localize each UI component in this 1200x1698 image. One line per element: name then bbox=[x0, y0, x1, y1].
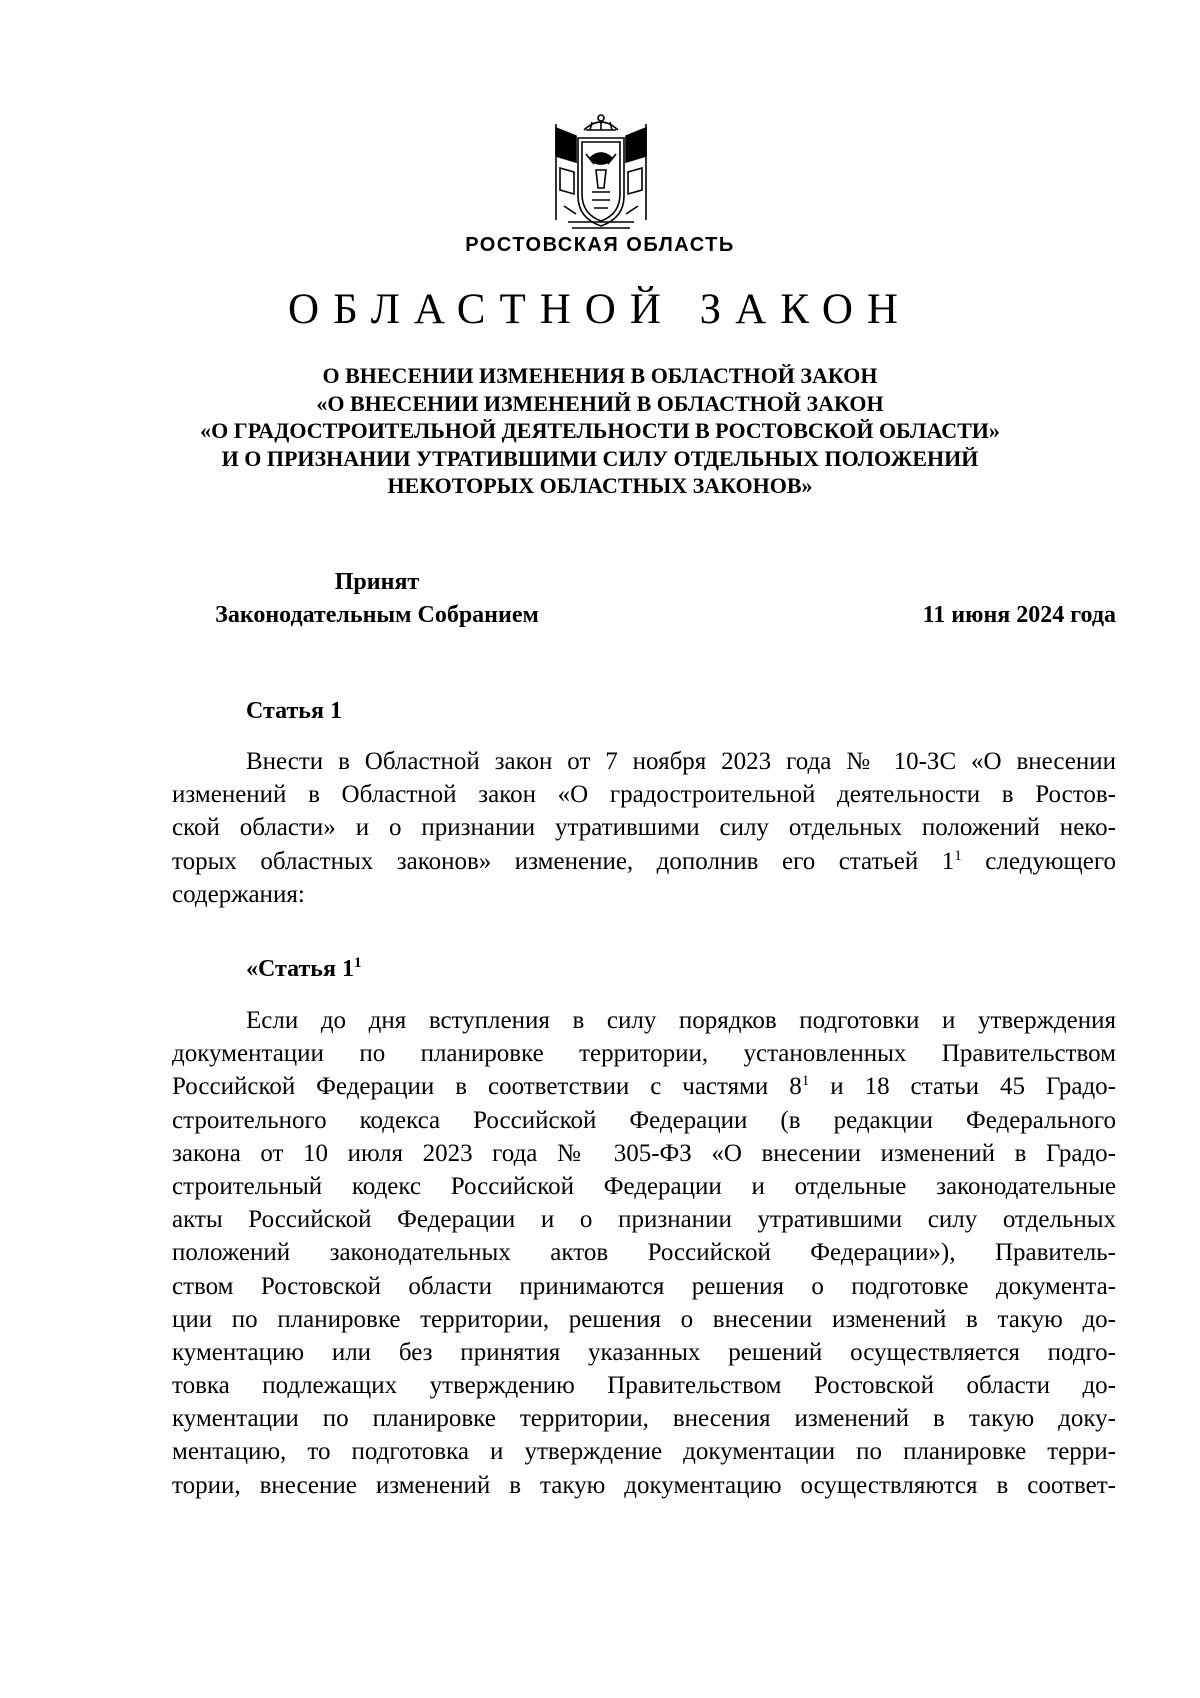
article-1-1-paragraph bbox=[172, 1004, 1116, 1502]
text-line: содержания: bbox=[172, 880, 305, 908]
text-line: изменений в Областной закон «О градостроительной деятельности в Ростов- bbox=[172, 781, 1116, 809]
law-title-line: «О ВНЕСЕНИИ ИЗМЕНЕНИЙ В ОБЛАСТНОЙ ЗАКОН bbox=[316, 390, 884, 416]
text-line: строительный кодекс Российской Федерации и отдельные законодательные bbox=[172, 1172, 1116, 1200]
text-line: акты Российской Федерации и о признании утратившими силу отдельных bbox=[172, 1206, 1116, 1234]
text-line: торых областных законов» изменение, дополнив его статьей $1^1$ следующего bbox=[172, 847, 1116, 875]
text-line: Если до дня вступления в силу порядков подготовки и утверждения bbox=[246, 1007, 1116, 1034]
coat-of-arms-emblem bbox=[546, 110, 656, 234]
text-line: товка подлежащих утверждению Правительством Ростовской области до- bbox=[172, 1372, 1116, 1400]
law-title-line: О ВНЕСЕНИИ ИЗМЕНЕНИЯ В ОБЛАСТНОЙ ЗАКОН bbox=[322, 363, 878, 388]
adoption-line: Законодательным Собранием bbox=[215, 602, 539, 628]
text-line: закона от 10 июля 2023 года № 305-ФЗ «О внесении изменений в Градо- bbox=[172, 1139, 1116, 1167]
adoption-date: 11 июня 2024 года bbox=[922, 602, 1116, 628]
text-line: ции по планировке территории, решения о внесении изменений в такую до- bbox=[172, 1305, 1116, 1333]
text-line: тории, внесение изменений в такую документацию осуществляются в соответ- bbox=[172, 1471, 1116, 1499]
text-line: Внести в Областной закон от 7 ноября 2023 года № 10-ЗС «О внесении bbox=[246, 748, 1116, 775]
text-line: ской области» и о признании утратившими силу отдельных положений неко- bbox=[172, 814, 1116, 842]
text-line: строительного кодекса Российской Федерации (в редакции Федерального bbox=[172, 1106, 1116, 1134]
law-title bbox=[150, 362, 1050, 500]
article-heading: Статья 1 bbox=[246, 698, 342, 724]
text-line: документации по планировке территории, установленных Правительством bbox=[172, 1040, 1116, 1068]
law-title-line: И О ПРИЗНАНИИ УТРАТИВШИМИ СИЛУ ОТДЕЛЬНЫХ ПОЛОЖЕНИЙ bbox=[221, 445, 979, 471]
text-line: Российской Федерации в соответствии с частями $8^1$ и 18 статьи 45 Градо- bbox=[172, 1073, 1116, 1101]
text-line: положений законодательных актов Российской Федерации»), Правитель- bbox=[172, 1239, 1116, 1267]
article-heading: «Статья $1^1$ bbox=[246, 955, 362, 982]
document-type: ОБЛАСТНОЙ ЗАКОН bbox=[288, 286, 912, 333]
article-1-paragraph bbox=[172, 745, 1116, 911]
text-line: ментацию, то подготовка и утверждение документации по планировке терри- bbox=[172, 1438, 1116, 1466]
text-line: кументации по планировке территории, внесения изменений в такую доку- bbox=[172, 1405, 1116, 1433]
adoption-line: Принят bbox=[334, 569, 420, 595]
law-title-line: НЕКОТОРЫХ ОБЛАСТНЫХ ЗАКОНОВ» bbox=[387, 473, 813, 498]
law-title-line: «О ГРАДОСТРОИТЕЛЬНОЙ ДЕЯТЕЛЬНОСТИ В РОСТОВСКОЙ ОБЛАСТИ» bbox=[200, 418, 1000, 443]
adoption-statement bbox=[172, 566, 582, 632]
text-line: ством Ростовской области принимаются решения о подготовке документа- bbox=[172, 1272, 1116, 1300]
region-name: РОСТОВСКАЯ ОБЛАСТЬ bbox=[465, 234, 735, 256]
text-line: кументацию или без принятия указанных решений осуществляется подго- bbox=[172, 1338, 1116, 1366]
